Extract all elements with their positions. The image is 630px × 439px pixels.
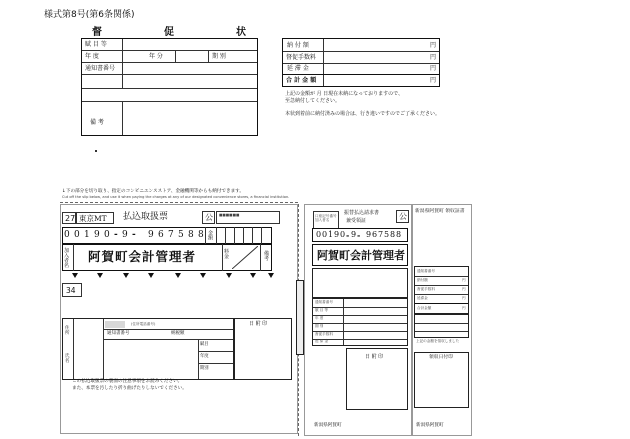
slip-remarks-label: 備考 <box>264 251 270 262</box>
redacted-block <box>105 321 125 328</box>
amount-unit-3: 円 <box>430 65 437 72</box>
stub-row-2: 納付額 <box>417 278 428 282</box>
row-label-kibetsu: 期 別 <box>212 53 226 60</box>
cut-line <box>60 202 298 203</box>
margin-strip <box>296 280 304 355</box>
slip-date-stamp-box <box>234 318 292 380</box>
slip-field-total: 納税額 <box>171 331 185 336</box>
slip-title: 払込取扱票 <box>123 212 169 222</box>
marker-triangle <box>268 273 274 278</box>
marker-triangle <box>148 273 154 278</box>
amount-row-label-late: 延 滞 金 <box>287 65 309 72</box>
receipt-title-2: 兼受領証 <box>346 218 367 224</box>
stub-detail-box <box>414 314 469 338</box>
row-label-fumoku: 賦 目 等 <box>85 41 107 48</box>
slip-field-notice-no: 通知書番号 <box>107 331 130 336</box>
cut-line-text-en: Cut off the slip below, and use it when paying the charges at any of our designated convenience stores, a financial institution. <box>62 195 290 199</box>
prepaid-note: 本状到着前に納付済みの場合は、行き違いですのでご了承ください。 <box>285 111 441 117</box>
stub-fields <box>414 266 469 314</box>
stub-unit-2: 円 <box>462 287 466 291</box>
cut-line-text-jp: ↓下の部分を切り取り、指定のコンビニエンスストア、金融機関等からも納付できます。 <box>62 189 244 194</box>
receipt-payee-name: 阿賀町会計管理者 <box>317 249 405 262</box>
stub-title: 新潟県阿賀町 領収証書 <box>415 209 465 214</box>
amount-row-label-fee: 督促手数料 <box>286 54 317 61</box>
amount-unit-total: 円 <box>430 77 437 84</box>
stub-note: 上記の金額を領収しました <box>416 339 460 343</box>
amount-total-label: 合 計 金 額 <box>286 77 317 84</box>
slip-fee-label: 料金 <box>224 249 230 260</box>
stub-stamp-label: 領収日付印 <box>429 355 453 360</box>
notice-title-char-3: 状 <box>236 27 246 38</box>
slip-code-box: 27 <box>62 212 76 224</box>
receipt-field-6: 延 滞 金 <box>315 339 329 343</box>
due-text-2: 至急納付してください。 <box>285 98 341 104</box>
receipt-payee-row <box>312 244 408 266</box>
receipt-stamp-box <box>346 348 408 410</box>
slip-seal-box: 公 <box>202 211 215 224</box>
stub-unit-4: 円 <box>462 306 466 310</box>
slip-amount-label: 金額 <box>207 230 213 240</box>
slip-stamp-label: 日 附 印 <box>249 321 268 327</box>
slip-payee-label: 加入者名 <box>64 248 70 269</box>
marker-triangle <box>175 273 181 278</box>
amount-unit-1: 円 <box>430 42 437 49</box>
slip-payee-name: 阿賀町会計管理者 <box>88 249 197 264</box>
receipt-account-digits: 0 0 1 9 0 - 9 - 9 6 7 5 8 8 <box>316 230 402 240</box>
receipt-stamp-label: 日 附 印 <box>365 354 384 360</box>
stub-bottom: 新潟県阿賀町 <box>416 423 444 428</box>
marker-triangle <box>97 273 103 278</box>
marker-triangle <box>123 273 129 278</box>
receipt-amount-area <box>312 268 408 298</box>
slip-fee-diagonal <box>232 246 258 269</box>
receipt-field-1: 通知書番号 <box>315 300 333 304</box>
receipt-bottom: 新潟県阿賀町 <box>314 423 342 428</box>
stub-row-1: 通知書番号 <box>417 269 435 273</box>
notice-title-char-1: 督 <box>92 27 102 38</box>
form-number: 様式第8号(第6条関係) <box>44 10 135 20</box>
row-label-nenbun: 年 分 <box>149 53 163 60</box>
marker-triangle <box>250 273 256 278</box>
receipt-sub-box: 口座記号番号 加入者名 <box>313 211 339 229</box>
slip-small-row-2: 年度 <box>200 354 209 359</box>
receipt-seal-box: 公 <box>396 210 409 223</box>
slip-info-block: (住所電話番号) 通知書番号 納税額 住所 氏名 賦目 年度 期別 <box>62 318 234 380</box>
stub-row-5: 合計金額 <box>417 306 432 310</box>
stub-row-4: 延滞金 <box>417 296 428 300</box>
row-label-notice-no: 通知書番号 <box>85 65 116 72</box>
stub-unit-3: 円 <box>462 296 466 300</box>
receipt-field-3: 年 度 <box>315 316 324 320</box>
row-label-nendo: 年 度 <box>85 53 99 60</box>
due-text-1: 上記の金額が 月 日現在未納になっておりますので、 <box>285 91 404 97</box>
slip-small-row-3: 期別 <box>200 366 209 371</box>
slip-header-small-box: ■■■■■■ <box>216 211 280 224</box>
slip-bottom-note-2: また、本票を汚したり折り曲げたりしないでください。 <box>72 386 187 391</box>
notice-table <box>81 38 258 136</box>
receipt-field-2: 賦 目 等 <box>315 308 329 312</box>
marker-triangle <box>72 273 78 278</box>
marker-triangle <box>226 273 232 278</box>
slip-small-row-1: 賦目 <box>200 342 209 347</box>
slip-number-box: 34 <box>62 283 82 297</box>
slip-region-box: 東京MT <box>76 212 114 224</box>
amount-table <box>282 38 440 87</box>
dot-mark <box>95 150 97 152</box>
slip-side-label-name: 氏名 <box>65 354 70 364</box>
receipt-field-4: 期 別 <box>315 324 324 328</box>
slip-side-label-address: 住所 <box>65 326 70 336</box>
slip-account-digits: 0 0 1 9 0 - 9 - 9 6 7 5 8 8 <box>64 230 204 240</box>
stub-stamp-box <box>414 352 469 408</box>
stub-row-3: 督促手数料 <box>417 287 435 291</box>
amount-row-label-payment: 納 付 額 <box>287 42 309 49</box>
notice-title-char-2: 促 <box>164 27 174 38</box>
amount-unit-2: 円 <box>430 54 437 61</box>
slip-bottom-note-1: この払込取扱票の裏面の注意事項をお読みください。 <box>72 379 183 384</box>
receipt-fields <box>312 298 408 346</box>
marker-triangle <box>200 273 206 278</box>
receipt-title-1: 振替払込請求書 <box>344 210 380 216</box>
remarks-label: 備 考 <box>90 119 104 126</box>
stub-unit-1: 円 <box>462 278 466 282</box>
receipt-field-5: 督促手数料 <box>315 332 333 336</box>
